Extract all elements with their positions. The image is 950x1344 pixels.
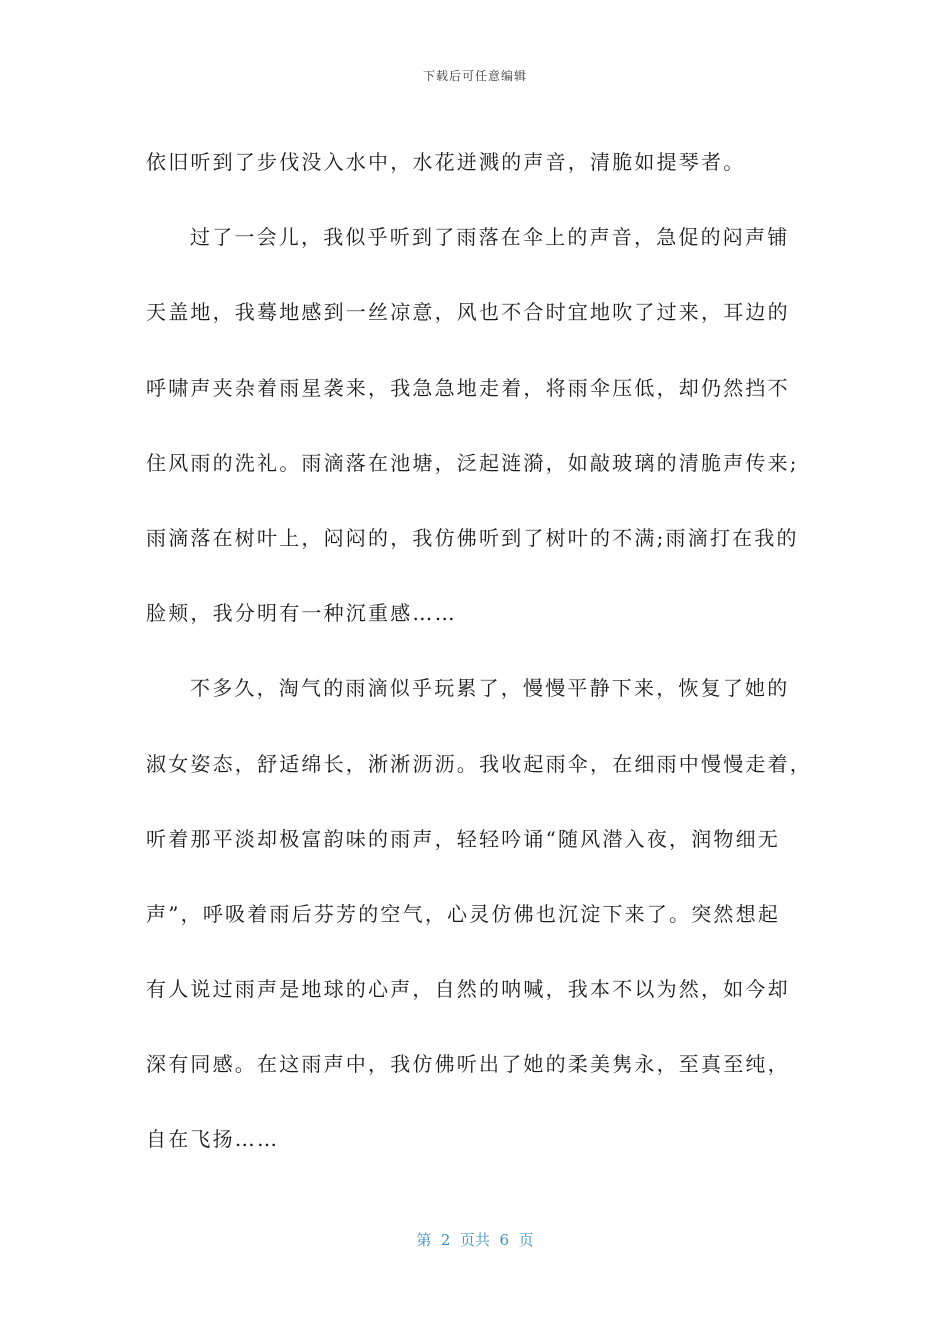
text-line: 淑女姿态，舒适绵长，淅淅沥沥。我收起雨伞，在细雨中慢慢走着，: [146, 751, 812, 776]
text-line: 自在飞扬……: [146, 1127, 280, 1152]
page-number-footer: 第 2 页共 6 页: [416, 1231, 534, 1249]
text-line: 雨滴落在树叶上，闷闷的，我仿佛听到了树叶的不满;雨滴打在我的: [146, 525, 799, 550]
text-line: 听着那平淡却极富韵味的雨声，轻轻吟诵“随风潜入夜，润物细无: [146, 826, 781, 851]
text-line: 脸颊，我分明有一种沉重感……: [146, 601, 457, 626]
text-line: 呼啸声夹杂着雨星袭来，我急急地走着，将雨伞压低，却仍然挡不: [146, 375, 790, 400]
text-line: 依旧听到了步伐没入水中，水花迸溅的声音，清脆如提琴者。: [146, 150, 746, 174]
text-line: 深有同感。在这雨声中，我仿佛听出了她的柔美隽永，至真至纯，: [146, 1052, 790, 1077]
text-line: 有人说过雨声是地球的心声，自然的呐喊，我本不以为然，如今却: [146, 977, 790, 1002]
paragraph-start-line: 过了一会儿，我似乎听到了雨落在伞上的声音，急促的闷声铺: [190, 225, 790, 250]
body-text: [146, 125, 812, 1178]
text-line: 声”，呼吸着雨后芬芳的空气，心灵仿佛也沉淀下来了。突然想起: [146, 901, 781, 926]
text-line: 天盖地，我蓦地感到一丝凉意，风也不合时宜地吹了过来，耳边的: [146, 300, 790, 325]
paragraph-start-line: 不多久，淘气的雨滴似乎玩累了，慢慢平静下来，恢复了她的: [190, 676, 790, 701]
text-line: 住风雨的洗礼。雨滴落在池塘，泛起涟漪，如敲玻璃的清脆声传来;: [146, 450, 799, 475]
header-note: 下载后可任意编辑: [422, 69, 527, 83]
